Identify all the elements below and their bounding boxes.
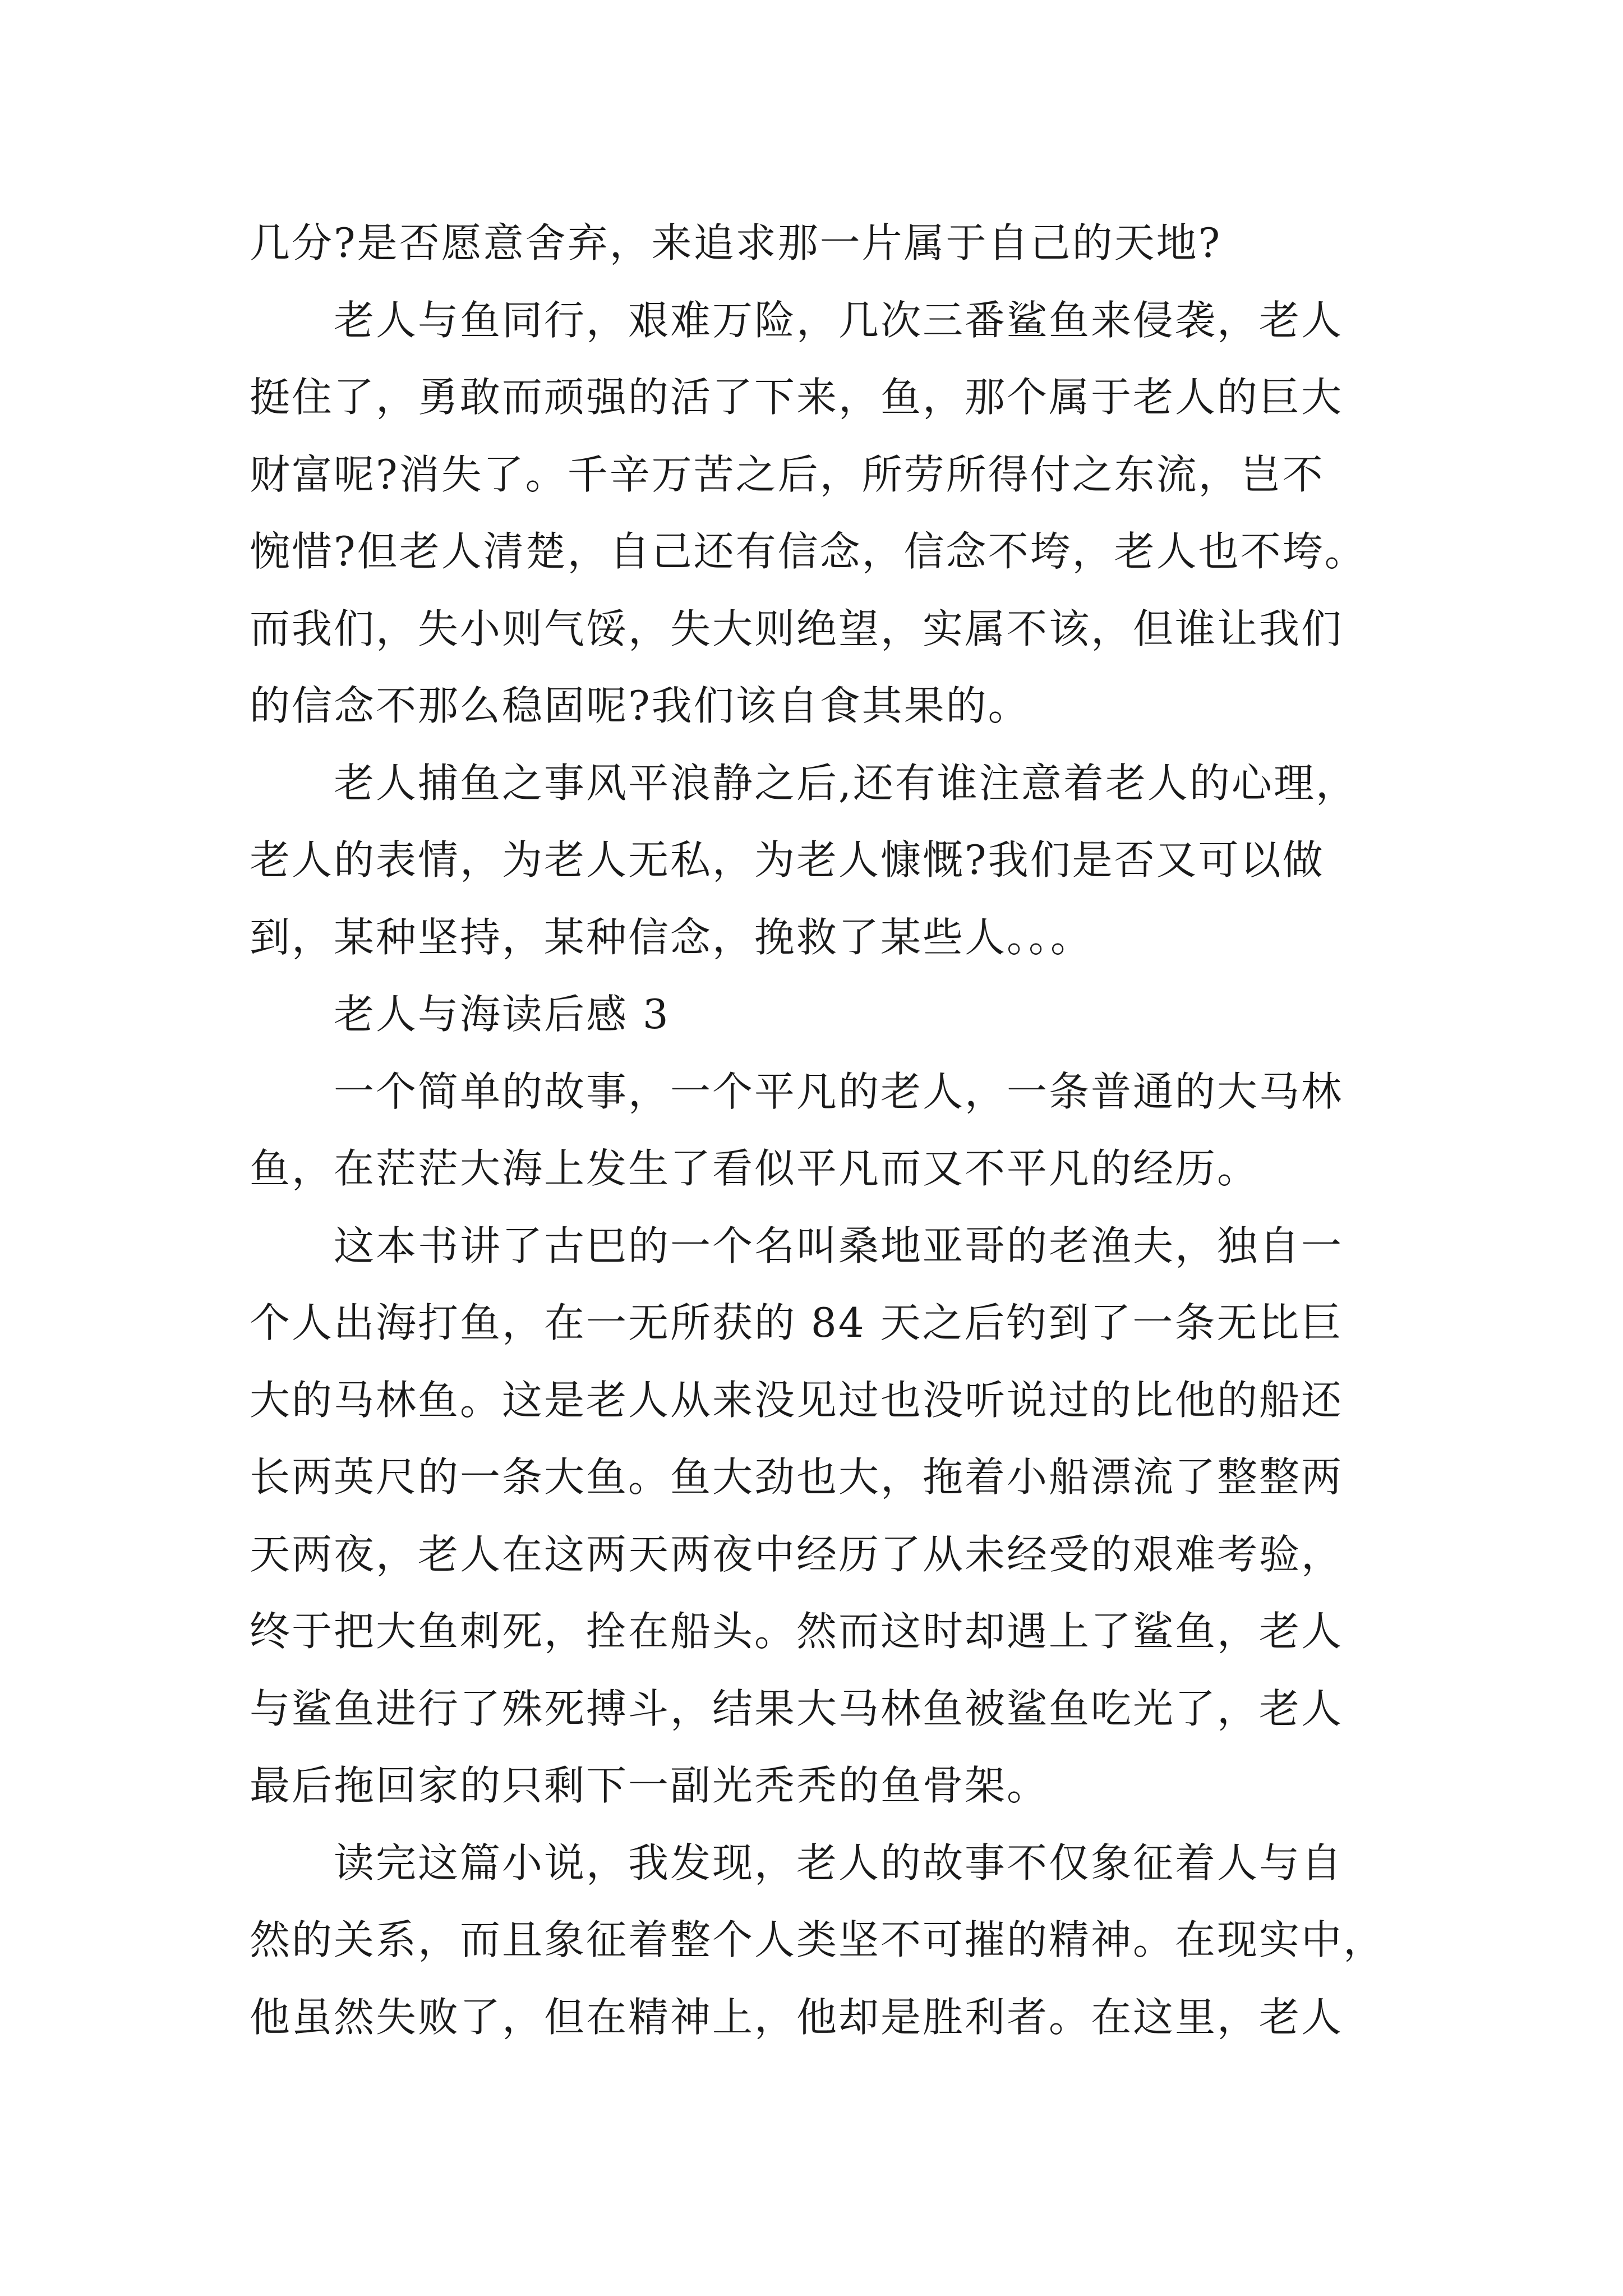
body-text bbox=[250, 205, 1386, 2056]
text-line: 他虽然失败了，但在精神上，他却是胜利者。在这里，老人 bbox=[250, 1993, 1344, 2041]
text-line: 惋惜?但老人清楚，自己还有信念，信念不垮，老人也不垮。 bbox=[250, 528, 1367, 575]
text-line: 最后拖回家的只剩下一副光秃秃的鱼骨架。 bbox=[250, 1762, 1049, 1809]
text-line: 与鲨鱼进行了殊死搏斗，结果大马林鱼被鲨鱼吃光了，老人 bbox=[250, 1685, 1344, 1732]
section-heading: 老人与海读后感 3 bbox=[334, 991, 670, 1038]
text-line: 一个简单的故事，一个平凡的老人，一条普通的大马林 bbox=[334, 1068, 1344, 1115]
text-line: 的信念不那么稳固呢?我们该自食其果的。 bbox=[250, 682, 1030, 729]
text-line: 老人捕鱼之事风平浪静之后,还有谁注意着老人的心理， bbox=[334, 759, 1358, 807]
text-line: 读完这篇小说，我发现，老人的故事不仅象征着人与自 bbox=[334, 1839, 1344, 1887]
text-line: 然的关系，而且象征着整个人类坚不可摧的精神。在现实中， bbox=[250, 1916, 1386, 1963]
text-line: 挺住了，勇敢而顽强的活了下来，鱼，那个属于老人的巨大 bbox=[250, 374, 1344, 421]
text-line: 到，某种坚持，某种信念，挽救了某些人。。。 bbox=[250, 913, 1093, 961]
text-line: 财富呢?消失了。千辛万苦之后，所劳所得付之东流，岂不 bbox=[250, 450, 1325, 498]
text-line: 个人出海打鱼，在一无所获的 84 天之后钓到了一条无比巨 bbox=[250, 1299, 1343, 1346]
text-line: 终于把大鱼刺死，拴在船头。然而这时却遇上了鲨鱼，老人 bbox=[250, 1608, 1344, 1655]
text-line: 天两夜，老人在这两天两夜中经历了从未经受的艰难考验， bbox=[250, 1530, 1344, 1578]
text-line: 这本书讲了古巴的一个名叫桑地亚哥的老渔夫，独自一 bbox=[334, 1222, 1344, 1269]
text-line: 而我们，失小则气馁，失大则绝望，实属不该，但谁让我们 bbox=[250, 605, 1344, 652]
text-line: 老人的表情，为老人无私，为老人慷慨?我们是否又可以做 bbox=[250, 836, 1325, 884]
text-line: 老人与鱼同行，艰难万险，几次三番鲨鱼来侵袭，老人 bbox=[334, 296, 1344, 344]
text-line: 长两英尺的一条大鱼。鱼大劲也大，拖着小船漂流了整整两 bbox=[250, 1453, 1344, 1501]
text-line: 几分?是否愿意舍弃，来追求那一片属于自己的天地? bbox=[250, 219, 1222, 266]
text-line: 鱼，在茫茫大海上发生了看似平凡而又不平凡的经历。 bbox=[250, 1145, 1260, 1192]
text-line: 大的马林鱼。这是老人从来没见过也没听说过的比他的船还 bbox=[250, 1376, 1344, 1424]
